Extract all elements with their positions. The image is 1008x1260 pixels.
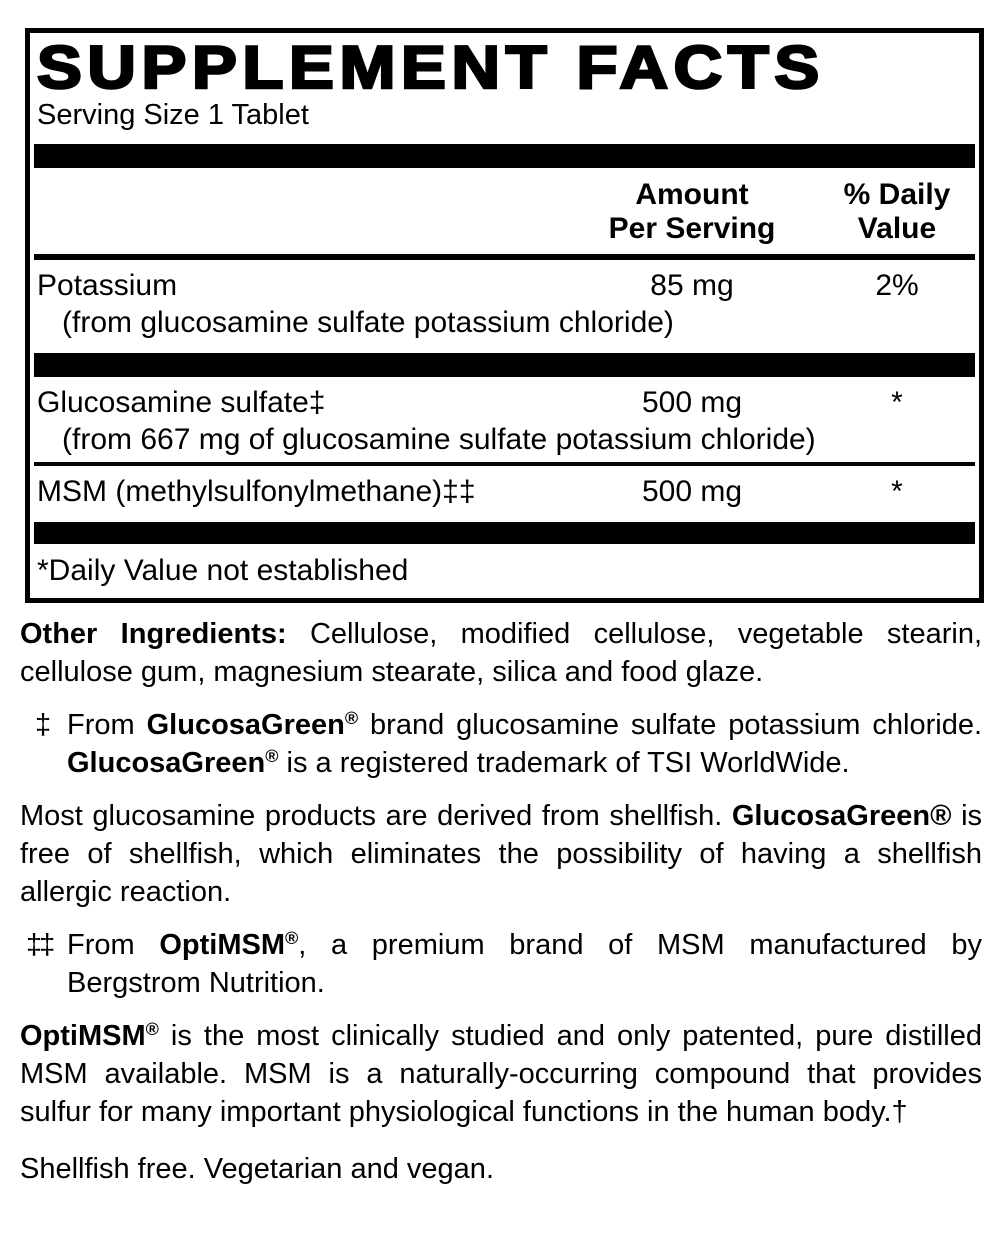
divider-bar-bottom: [34, 522, 975, 544]
nutrient-row-msm: [37, 473, 972, 510]
brand-name-glucosagreen: GlucosaGreen: [67, 747, 266, 780]
nutrient-amount: 500 mg: [641, 386, 743, 420]
header-rule: [34, 254, 975, 260]
daily-value-header-line2: Value: [857, 212, 937, 246]
nutrient-name: Potassium: [37, 269, 178, 303]
nutrient-subline: (from glucosamine sulfate potassium chloride): [62, 306, 674, 340]
footnote-text: is a registered trademark of TSI WorldWide.: [278, 747, 850, 780]
other-ingredients-label: Other Ingredients:: [20, 618, 287, 651]
registered-mark: ®: [285, 928, 299, 949]
divider-bar-top: [34, 144, 975, 168]
footnote-text: brand glucosamine sulfate potassium chloride.: [358, 709, 983, 742]
panel-title: SUPPLEMENT FACTS: [37, 34, 825, 101]
footnote-text: From: [67, 709, 147, 742]
daily-value-footnote: *Daily Value not established: [37, 554, 409, 588]
paragraph-text: Most glucosamine products are derived from shellfish.: [20, 800, 732, 833]
supplement-facts-panel: [25, 28, 984, 603]
nutrient-amount: 500 mg: [641, 475, 743, 509]
nutrient-subline: (from 667 mg of glucosamine sulfate potassium chloride): [62, 423, 816, 457]
brand-name-glucosagreen: GlucosaGreen: [146, 709, 345, 742]
shellfish-paragraph: [20, 797, 982, 911]
column-header-row: [37, 178, 972, 246]
footnote-dagger-paragraph: [20, 706, 982, 782]
daily-value-header: [822, 178, 972, 246]
registered-mark: ®: [145, 1019, 159, 1040]
other-ingredients-paragraph: [20, 615, 982, 691]
row-separator-rule: [34, 462, 975, 466]
footnote-text: From: [67, 929, 160, 962]
paragraph-text: is free of shellfish, which eliminates the possibility of having a shellfish allergic reaction.: [20, 800, 983, 909]
amount-header-line1: Amount: [635, 178, 749, 212]
nutrient-row-potassium: [37, 267, 972, 304]
nutrient-amount: 85 mg: [650, 269, 734, 303]
paragraph-text: is the most clinically studied and only patented, pure distilled MSM available. MSM is a naturally-occurring compound that provides sulfur for many important physiological functions in the human body.†: [20, 1020, 982, 1129]
nutrient-daily-value: 2%: [875, 269, 919, 303]
brand-name-glucosagreen: GlucosaGreen®: [731, 800, 952, 833]
registered-mark: ®: [265, 746, 279, 767]
divider-bar-middle: [34, 353, 975, 377]
footnote-double-dagger-paragraph: [20, 926, 982, 1002]
nutrient-name: Glucosamine sulfate‡: [37, 386, 326, 420]
brand-name-optimsm: OptiMSM: [159, 929, 285, 962]
brand-name-optimsm: OptiMSM: [20, 1020, 146, 1053]
nutrient-daily-value: *: [891, 386, 903, 420]
dagger-footnote-marker: ‡: [35, 709, 52, 742]
nutrient-daily-value: *: [891, 475, 903, 509]
footnote-text: , a premium brand of MSM manufactured by Bergstrom Nutrition.: [67, 929, 982, 1000]
other-ingredients-text: Cellulose, modified cellulose, vegetable stearin, cellulose gum, magnesium stearate, silica and food glaze.: [20, 618, 983, 689]
amount-header-line2: Per Serving: [608, 212, 776, 246]
double-dagger-footnote-marker: ‡‡: [26, 929, 53, 962]
nutrient-name: MSM (methylsulfonylmethane)‡‡: [37, 475, 476, 509]
serving-size-label: Serving Size 1 Tablet: [37, 99, 309, 132]
daily-value-header-line1: % Daily: [843, 178, 951, 212]
closing-line: Shellfish free. Vegetarian and vegan.: [20, 1153, 494, 1186]
optimsm-paragraph: [20, 1017, 982, 1131]
registered-mark: ®: [344, 708, 359, 729]
amount-header: [562, 178, 822, 246]
nutrient-row-glucosamine: [37, 384, 972, 421]
